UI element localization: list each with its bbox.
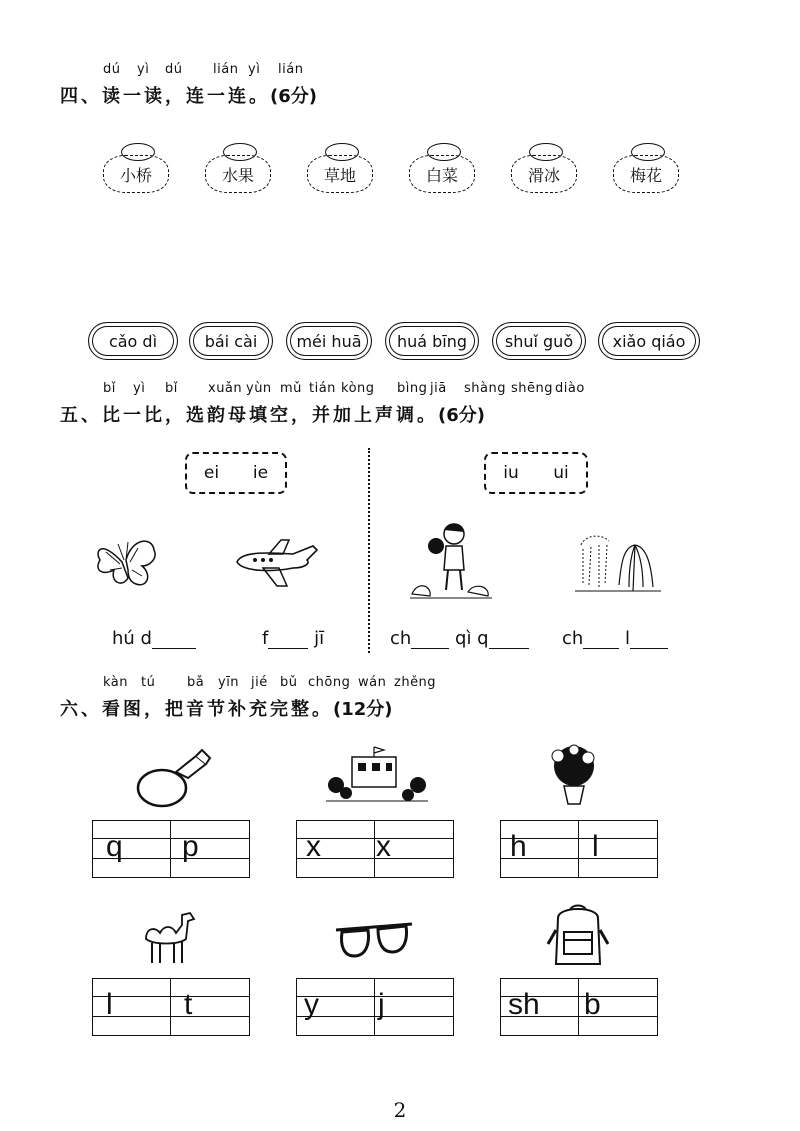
grid-letter: q	[106, 830, 123, 863]
word-cloud: 小桥	[103, 143, 171, 195]
grid-letter: l	[592, 830, 599, 863]
word-cloud: 水果	[205, 143, 273, 195]
willow-tree-icon	[573, 525, 663, 595]
options-box-left: ei ie	[185, 452, 287, 494]
pinyin-grid[interactable]	[296, 820, 454, 878]
grid-letter: x	[376, 830, 391, 863]
answer-blank[interactable]	[489, 630, 529, 649]
answer-blank[interactable]	[411, 630, 449, 649]
pinyin-grid[interactable]	[296, 978, 454, 1036]
page-number: 2	[393, 1098, 407, 1122]
grid-letter: x	[306, 830, 321, 863]
pinyin-pill: shuǐ guǒ	[492, 322, 586, 360]
camel-icon	[138, 905, 200, 967]
butterfly-icon	[92, 530, 162, 590]
potted-flower-icon	[540, 740, 610, 810]
grid-letter: l	[106, 988, 113, 1021]
grid-letter: p	[182, 830, 199, 863]
fill-item: ch qì q	[390, 628, 529, 649]
fill-item: hú d	[112, 628, 196, 649]
word-cloud: 梅花	[613, 143, 681, 195]
pinyin-grid[interactable]	[92, 978, 250, 1036]
options-box-right: iu ui	[484, 452, 588, 494]
grid-letter: b	[584, 988, 601, 1021]
pinyin-pill: huá bīng	[385, 322, 479, 360]
pinyin-grid[interactable]	[500, 978, 658, 1036]
ping-pong-paddle-icon	[134, 748, 214, 808]
airplane-icon	[233, 532, 323, 592]
grid-letter: j	[378, 988, 385, 1021]
pinyin-pill: cǎo dì	[88, 322, 178, 360]
pinyin-pill: xiǎo qiáo	[598, 322, 700, 360]
word-cloud: 白菜	[409, 143, 477, 195]
backpack-icon	[544, 904, 614, 970]
answer-blank[interactable]	[630, 630, 668, 649]
fill-item: f jī	[262, 628, 325, 649]
word-cloud: 滑冰	[511, 143, 579, 195]
glasses-icon	[332, 920, 416, 966]
divider-dotted	[368, 448, 370, 653]
ball-kid-icon	[408, 520, 494, 602]
grid-letter: t	[184, 988, 193, 1021]
pinyin-pill: méi huā	[286, 322, 372, 360]
word-cloud: 草地	[307, 143, 375, 195]
section6-score: (12分)	[333, 699, 393, 720]
grid-letter: y	[304, 988, 319, 1021]
answer-blank[interactable]	[583, 630, 619, 649]
pinyin-pill: bái cài	[189, 322, 273, 360]
answer-blank[interactable]	[268, 630, 308, 649]
section5-title: 五、比一比，选韵母填空，并加上声调。(6分)	[60, 405, 485, 426]
pinyin-grid[interactable]	[92, 820, 250, 878]
grid-letter: sh	[508, 988, 540, 1021]
section6-title: 六、看图，把音节补充完整。(12分)	[60, 699, 393, 720]
pinyin-grid[interactable]	[500, 820, 658, 878]
section4-title: 四、读一读，连一连。(6分)	[60, 86, 317, 107]
answer-blank[interactable]	[152, 630, 196, 649]
grid-letter: h	[510, 830, 527, 863]
section4-score: (6分)	[270, 86, 317, 107]
fill-item: ch l	[562, 628, 668, 649]
school-playground-icon	[322, 745, 432, 805]
section5-score: (6分)	[438, 405, 485, 426]
